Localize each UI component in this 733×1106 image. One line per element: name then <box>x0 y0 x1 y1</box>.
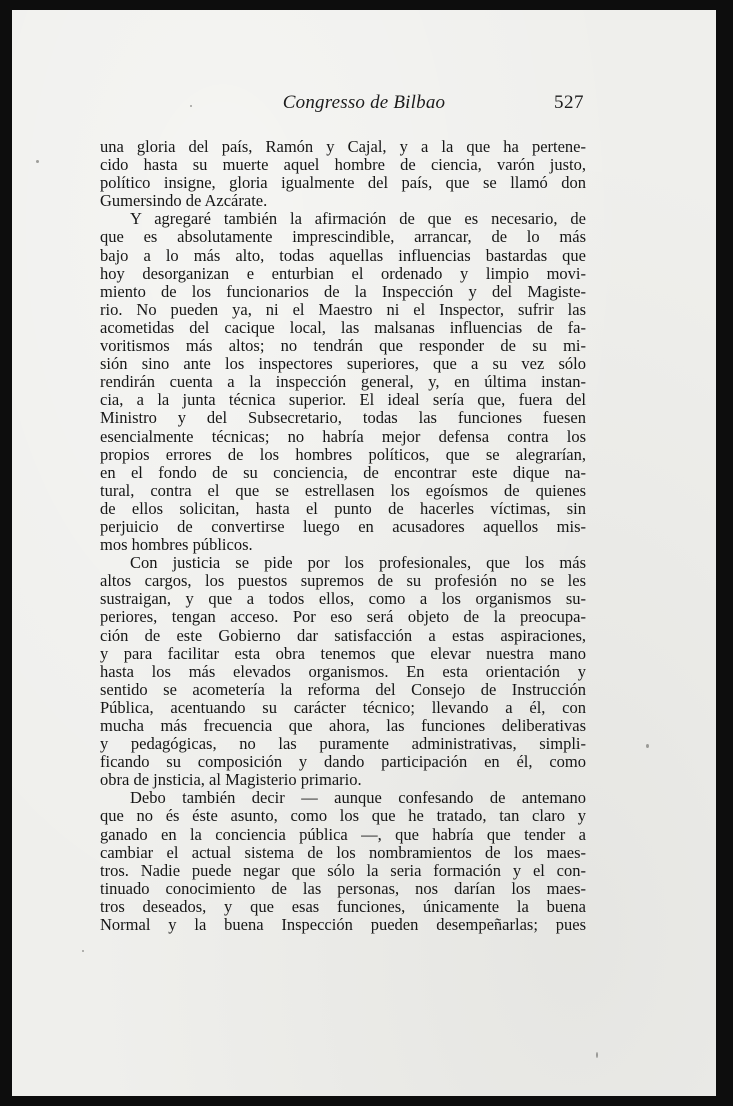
paper-speck <box>596 1052 598 1058</box>
text-line: Debo también decir — aunque confesando de antemano <box>130 788 586 808</box>
page-number: 527 <box>554 92 584 113</box>
running-title: Congresso de Bilbao <box>282 92 446 113</box>
text-line: sión sino ante los inspectores superiores, que a su vez sólo <box>100 354 586 374</box>
text-line: obra de jnsticia, al Magisterio primario. <box>100 770 362 790</box>
text-line: ción de este Gobierno dar satisfacción a estas aspiraciones, <box>100 625 586 645</box>
text-line: acometidas del cacique local, las malsanas influencias de fa- <box>100 317 586 337</box>
text-line: Ministro y del Subsecretario, todas las funciones fuesen <box>100 408 586 428</box>
book-page <box>12 10 716 1096</box>
text-line: cia, a la junta técnica superior. El ideal sería que, fuera del <box>100 390 586 410</box>
text-line: y para facilitar esta obra tenemos que elevar nuestra mano <box>100 643 586 663</box>
text-line: periores, tengan acceso. Por eso será objeto de la preocupa- <box>100 607 586 627</box>
text-line: que es absolutamente imprescindible, arrancar, de lo más <box>100 227 586 247</box>
text-line: Gumersindo de Azcárate. <box>100 191 268 211</box>
text-line: de ellos solicitan, hasta el punto de hacerles víctimas, sin <box>100 498 586 518</box>
text-line: tros. Nadie puede negar que sólo la seria formación y el con- <box>100 860 586 880</box>
text-line: tural, contra el que se estrellasen los egoísmos de quienes <box>100 480 586 500</box>
text-line: mos hombres públicos. <box>100 535 253 555</box>
text-line: Y agregaré también la afirmación de que es necesario, de <box>130 209 586 229</box>
text-line: rio. No pueden ya, ni el Maestro ni el Inspector, sufrir las <box>100 299 586 319</box>
paper-speck <box>190 105 192 107</box>
text-line: cido hasta su muerte aquel hombre de ciencia, varón justo, <box>100 155 586 175</box>
text-line: propios errores de los hombres políticos, que se alegrarían, <box>100 444 586 464</box>
text-line: una gloria del país, Ramón y Cajal, y a la que ha pertene- <box>100 137 586 156</box>
paper-speck <box>82 950 84 952</box>
text-line: rendirán cuenta a la inspección general, y, en última instan- <box>100 372 586 392</box>
text-line: hoy desorganizan e enturbian el ordenado y limpio movi- <box>100 263 586 283</box>
paper-speck <box>646 744 649 748</box>
text-line: bajo a lo más alto, todas aquellas influencias bastardas que <box>100 245 586 265</box>
text-line: que no és éste asunto, como los que he tratado, tan claro y <box>100 806 586 826</box>
text-line: político insigne, gloria igualmente del país, que se llamó don <box>100 173 586 193</box>
page-header <box>12 88 716 118</box>
text-line: Normal y la buena Inspección pueden desempeñarlas; pues <box>100 915 586 935</box>
body-text <box>100 138 586 934</box>
text-line: voritismos más altos; no tendrán que responder de su mi- <box>100 336 586 356</box>
text-line: cambiar el actual sistema de los nombramientos de los maes- <box>100 842 586 862</box>
text-line: tros deseados, y que esas funciones, únicamente la buena <box>100 896 586 916</box>
text-line: ficando su composición y dando participación en él, como <box>100 752 586 772</box>
text-line: mucha más frecuencia que ahora, las funciones deliberativas <box>100 716 586 735</box>
text-line: tinuado conocimiento de las personas, nos darían los maes- <box>100 878 586 898</box>
text-line: miento de los funcionarios de la Inspección y del Magiste- <box>100 281 586 301</box>
text-line: en el fondo de su conciencia, de encontrar este dique na- <box>100 462 586 482</box>
text-line: y pedagógicas, no las puramente administrativas, simpli- <box>100 734 586 754</box>
text-line: Pública, acentuando su carácter técnico; llevando a él, con <box>100 697 586 717</box>
text-line: perjuicio de convertirse luego en acusadores aquellos mis- <box>100 516 586 536</box>
text-line: esencialmente técnicas; no habría mejor defensa contra los <box>100 426 586 446</box>
text-line: ganado en la conciencia pública —, que habría que tender a <box>100 824 586 844</box>
paper-speck <box>36 160 39 163</box>
text-line: Con justicia se pide por los profesionales, que los más <box>130 553 586 573</box>
text-line: hasta los más elevados organismos. En esta orientación y <box>100 661 586 681</box>
text-line: altos cargos, los puestos supremos de su profesión no se les <box>100 571 586 591</box>
text-line: sustraigan, y que a todos ellos, como a los organismos su- <box>100 589 586 609</box>
text-line: sentido se acometería la reforma del Consejo de Instrucción <box>100 679 586 699</box>
